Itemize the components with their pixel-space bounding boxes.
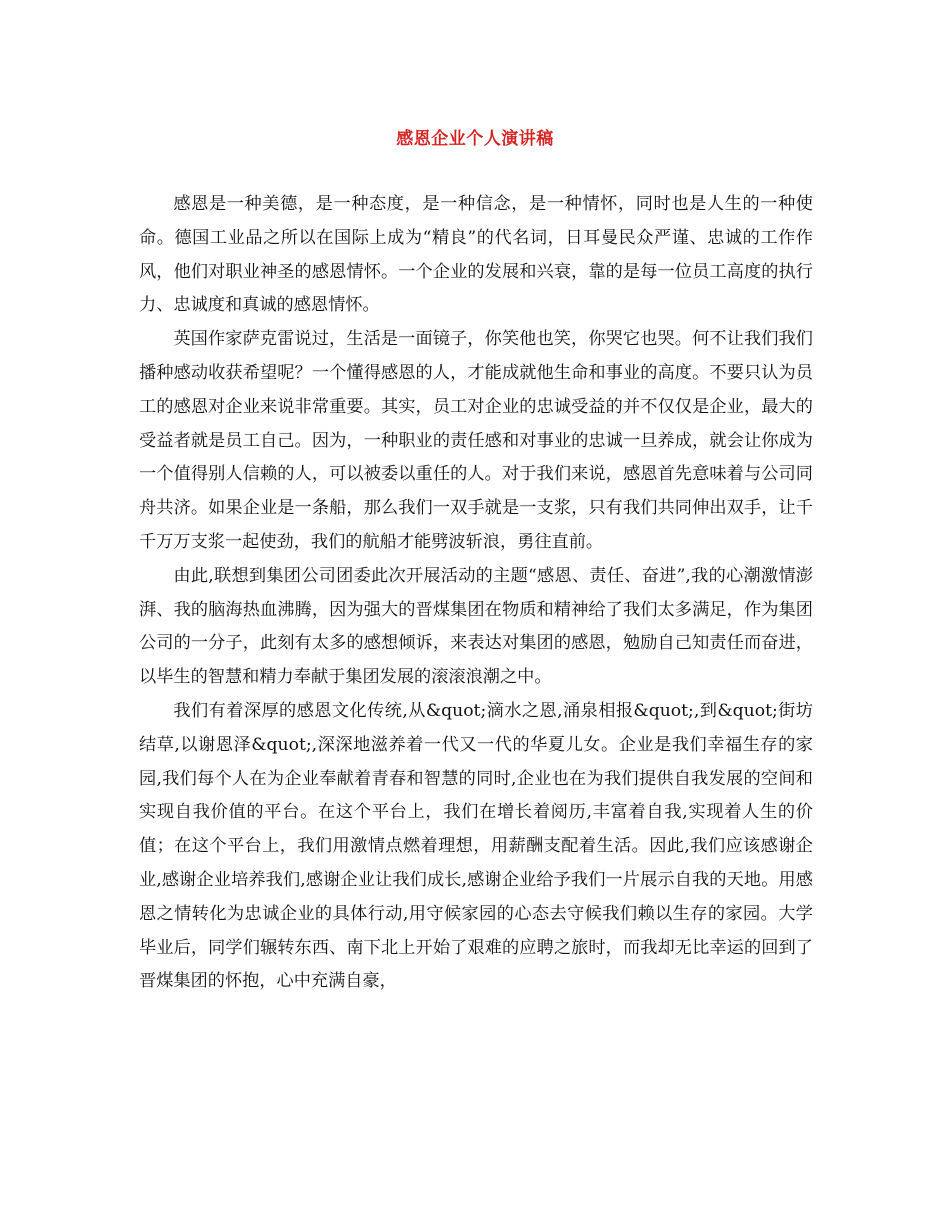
paragraph: 我们有着深厚的感恩文化传统,从&quot;滴水之恩,涌泉相报&quot;,到&quot;街坊结草,以谢恩泽&quot;,深深地滋养着一代又一代的华夏儿女。企业是我们幸福生存的家园,我们每个人在为企业奉献着青春和智慧的同时,企业也在为我们提供自我发展的空间和实现自我价值的平台。在这个平台上，我们在增长着阅历,丰富着自我,实现着人生的价值；在这个平台上，我们用激情点燃着理想，用薪酬支配着生活。因此,我们应该感谢企业,感谢企业培养我们,感谢企业让我们成长,感谢企业给予我们一片展示自我的天地。用感恩之情转化为忠诚企业的具体行动,用守候家园的心态去守候我们赖以生存的家园。大学毕业后，同学们辗转东西、南下北上开始了艰难的应聘之旅时，而我却无比幸运的回到了晋煤集团的怀抱，心中充满自豪， [139,700,813,992]
document-body [139,188,813,999]
paragraph: 由此,联想到集团公司团委此次开展活动的主题“感恩、责任、奋进”,我的心潮激情澎湃、我的脑海热血沸腾，因为强大的晋煤集团在物质和精神给了我们太多满足，作为集团公司的一分子，此刻有太多的感想倾诉，来表达对集团的感恩，勉励自己知责任而奋进，以毕生的智慧和精力奉献于集团发展的滚滚浪潮之中。 [139,565,813,688]
document-title: 感恩企业个人演讲稿 [396,129,554,149]
paragraph: 感恩是一种美德，是一种态度，是一种信念，是一种情怀，同时也是人生的一种使命。德国工业品之所以在国际上成为“精良”的代名词，日耳曼民众严谨、忠诚的工作作风，他们对职业神圣的感恩情怀。一个企业的发展和兴衰，靠的是每一位员工高度的执行力、忠诚度和真诚的感恩情怀。 [139,194,813,316]
paragraph: 英国作家萨克雷说过，生活是一面镜子，你笑他也笑，你哭它也哭。何不让我们我们播种感动收获希望呢？一个懂得感恩的人，才能成就他生命和事业的高度。不要只认为员工的感恩对企业来说非常重要。其实，员工对企业的忠诚受益的并不仅仅是企业，最大的受益者就是员工自己。因为，一种职业的责任感和对事业的忠诚一旦养成，就会让你成为一个值得别人信赖的人，可以被委以重任的人。对于我们来说，感恩首先意味着与公司同舟共济。如果企业是一条船，那么我们一双手就是一支浆，只有我们共同伸出双手，让千千万万支浆一起使劲，我们的航船才能劈波斩浪，勇往直前。 [139,329,813,552]
